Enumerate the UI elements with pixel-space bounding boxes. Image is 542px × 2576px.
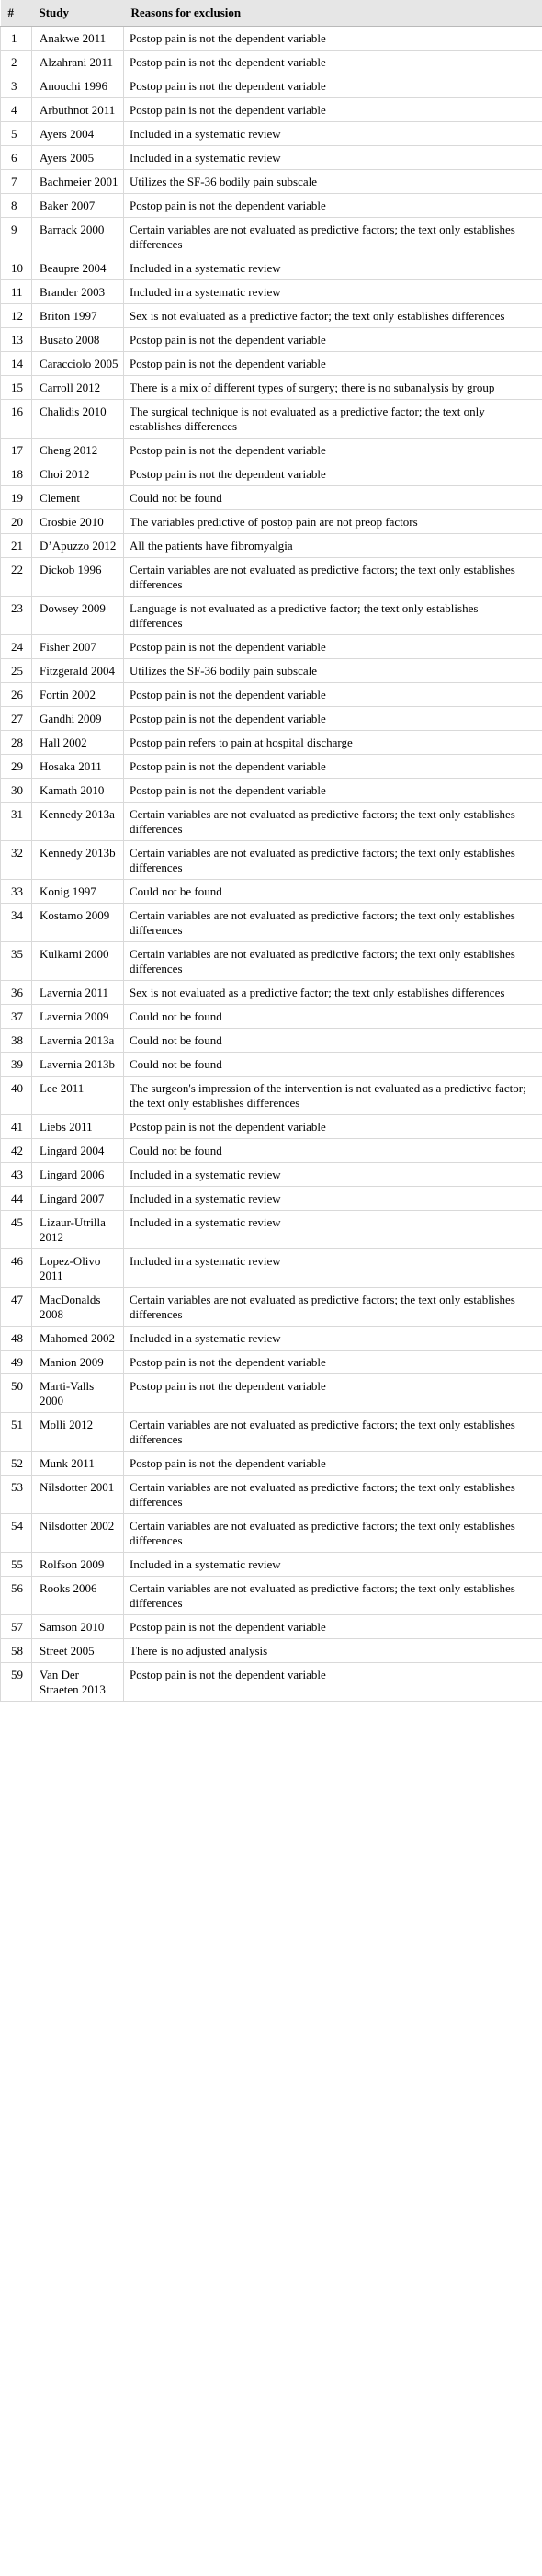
table-header — [1, 0, 542, 27]
row-number: 27 — [1, 707, 32, 731]
row-study: Fortin 2002 — [32, 683, 124, 707]
row-number: 26 — [1, 683, 32, 707]
row-number: 40 — [1, 1077, 32, 1115]
table-row — [1, 841, 542, 880]
header-number: # — [1, 0, 32, 27]
row-study: Kamath 2010 — [32, 779, 124, 803]
row-number: 45 — [1, 1211, 32, 1249]
row-number: 33 — [1, 880, 32, 904]
row-number: 24 — [1, 635, 32, 659]
row-reason: The surgical technique is not evaluated as a predictive factor; the text only establishes differences — [124, 400, 542, 439]
table-row — [1, 352, 542, 376]
table-row — [1, 1029, 542, 1053]
row-number: 11 — [1, 280, 32, 304]
row-reason: Certain variables are not evaluated as predictive factors; the text only establishes differences — [124, 218, 542, 256]
table-row — [1, 1663, 542, 1702]
row-study: Caracciolo 2005 — [32, 352, 124, 376]
row-study: Anouchi 1996 — [32, 74, 124, 98]
row-reason: Postop pain is not the dependent variable — [124, 707, 542, 731]
table-row — [1, 779, 542, 803]
row-reason: All the patients have fibromyalgia — [124, 534, 542, 558]
row-reason: Postop pain is not the dependent variable — [124, 74, 542, 98]
table-row — [1, 597, 542, 635]
row-study: Manion 2009 — [32, 1351, 124, 1374]
table-row — [1, 194, 542, 218]
table-row — [1, 1139, 542, 1163]
row-study: Lingard 2007 — [32, 1187, 124, 1211]
row-number: 4 — [1, 98, 32, 122]
row-reason: Postop pain is not the dependent variable — [124, 1615, 542, 1639]
row-reason: Certain variables are not evaluated as predictive factors; the text only establishes differences — [124, 1413, 542, 1452]
table-row — [1, 1327, 542, 1351]
table-row — [1, 1187, 542, 1211]
row-study: Ayers 2004 — [32, 122, 124, 146]
table-row — [1, 1211, 542, 1249]
row-number: 16 — [1, 400, 32, 439]
row-study: Arbuthnot 2011 — [32, 98, 124, 122]
header-row — [1, 0, 542, 27]
row-reason: Postop pain refers to pain at hospital discharge — [124, 731, 542, 755]
row-reason: Included in a systematic review — [124, 1327, 542, 1351]
row-study: Street 2005 — [32, 1639, 124, 1663]
table-row — [1, 1351, 542, 1374]
row-study: Beaupre 2004 — [32, 256, 124, 280]
row-number: 3 — [1, 74, 32, 98]
row-study: Chalidis 2010 — [32, 400, 124, 439]
row-reason: The surgeon's impression of the intervention is not evaluated as a predictive factor; the text only establishes differences — [124, 1077, 542, 1115]
table-row — [1, 170, 542, 194]
row-reason: Certain variables are not evaluated as predictive factors; the text only establishes differences — [124, 904, 542, 942]
row-reason: Postop pain is not the dependent variable — [124, 1452, 542, 1476]
row-reason: Included in a systematic review — [124, 1187, 542, 1211]
header-reason: Reasons for exclusion — [124, 0, 542, 27]
row-reason: Postop pain is not the dependent variable — [124, 462, 542, 486]
table-row — [1, 462, 542, 486]
row-reason: There is a mix of different types of surgery; there is no subanalysis by group — [124, 376, 542, 400]
row-number: 6 — [1, 146, 32, 170]
row-number: 51 — [1, 1413, 32, 1452]
row-reason: Certain variables are not evaluated as predictive factors; the text only establishes differences — [124, 803, 542, 841]
row-study: Lopez-Olivo 2011 — [32, 1249, 124, 1288]
table-row — [1, 1615, 542, 1639]
table-row — [1, 707, 542, 731]
row-reason: Sex is not evaluated as a predictive factor; the text only establishes differences — [124, 981, 542, 1005]
row-number: 47 — [1, 1288, 32, 1327]
row-study: Alzahrani 2011 — [32, 51, 124, 74]
table-row — [1, 981, 542, 1005]
row-number: 34 — [1, 904, 32, 942]
row-study: Bachmeier 2001 — [32, 170, 124, 194]
row-study: Kennedy 2013a — [32, 803, 124, 841]
row-reason: Could not be found — [124, 1005, 542, 1029]
row-reason: Postop pain is not the dependent variable — [124, 1115, 542, 1139]
row-study: Molli 2012 — [32, 1413, 124, 1452]
row-number: 29 — [1, 755, 32, 779]
row-study: MacDonalds 2008 — [32, 1288, 124, 1327]
row-reason: Included in a systematic review — [124, 1249, 542, 1288]
row-number: 37 — [1, 1005, 32, 1029]
table-row — [1, 146, 542, 170]
table-row — [1, 218, 542, 256]
row-number: 59 — [1, 1663, 32, 1702]
table-row — [1, 1413, 542, 1452]
row-study: Van Der Straeten 2013 — [32, 1663, 124, 1702]
table-row — [1, 122, 542, 146]
row-number: 28 — [1, 731, 32, 755]
row-reason: Utilizes the SF-36 bodily pain subscale — [124, 659, 542, 683]
row-study: Brander 2003 — [32, 280, 124, 304]
row-number: 58 — [1, 1639, 32, 1663]
row-number: 41 — [1, 1115, 32, 1139]
table-row — [1, 1514, 542, 1553]
row-reason: Postop pain is not the dependent variable — [124, 1351, 542, 1374]
row-study: Lavernia 2013b — [32, 1053, 124, 1077]
row-reason: Could not be found — [124, 1029, 542, 1053]
row-reason: Postop pain is not the dependent variable — [124, 328, 542, 352]
table-row — [1, 635, 542, 659]
table-row — [1, 27, 542, 51]
row-number: 20 — [1, 510, 32, 534]
row-number: 14 — [1, 352, 32, 376]
row-number: 54 — [1, 1514, 32, 1553]
row-number: 13 — [1, 328, 32, 352]
row-study: Cheng 2012 — [32, 439, 124, 462]
row-study: Kulkarni 2000 — [32, 942, 124, 981]
row-number: 25 — [1, 659, 32, 683]
table-row — [1, 1476, 542, 1514]
row-number: 12 — [1, 304, 32, 328]
row-reason: Postop pain is not the dependent variable — [124, 51, 542, 74]
row-number: 50 — [1, 1374, 32, 1413]
table-row — [1, 683, 542, 707]
row-number: 56 — [1, 1577, 32, 1615]
row-number: 18 — [1, 462, 32, 486]
row-number: 19 — [1, 486, 32, 510]
row-study: Nilsdotter 2002 — [32, 1514, 124, 1553]
table-row — [1, 376, 542, 400]
row-study: Marti-Valls 2000 — [32, 1374, 124, 1413]
row-number: 15 — [1, 376, 32, 400]
row-study: Hosaka 2011 — [32, 755, 124, 779]
row-number: 52 — [1, 1452, 32, 1476]
row-study: Dickob 1996 — [32, 558, 124, 597]
row-study: Barrack 2000 — [32, 218, 124, 256]
table-row — [1, 74, 542, 98]
row-number: 42 — [1, 1139, 32, 1163]
table-row — [1, 942, 542, 981]
row-reason: Postop pain is not the dependent variable — [124, 439, 542, 462]
row-reason: Postop pain is not the dependent variable — [124, 779, 542, 803]
row-reason: Could not be found — [124, 1053, 542, 1077]
table-row — [1, 1249, 542, 1288]
row-reason: Included in a systematic review — [124, 122, 542, 146]
table-row — [1, 98, 542, 122]
row-reason: Postop pain is not the dependent variable — [124, 352, 542, 376]
table-row — [1, 731, 542, 755]
row-number: 23 — [1, 597, 32, 635]
row-reason: Postop pain is not the dependent variable — [124, 755, 542, 779]
row-study: Samson 2010 — [32, 1615, 124, 1639]
table-row — [1, 1077, 542, 1115]
table-row — [1, 1374, 542, 1413]
table-row — [1, 1163, 542, 1187]
row-study: Anakwe 2011 — [32, 27, 124, 51]
row-number: 39 — [1, 1053, 32, 1077]
row-study: Gandhi 2009 — [32, 707, 124, 731]
row-reason: Postop pain is not the dependent variable — [124, 635, 542, 659]
row-study: Fisher 2007 — [32, 635, 124, 659]
row-number: 31 — [1, 803, 32, 841]
row-number: 21 — [1, 534, 32, 558]
row-number: 48 — [1, 1327, 32, 1351]
row-study: Rooks 2006 — [32, 1577, 124, 1615]
row-study: Briton 1997 — [32, 304, 124, 328]
row-study: Lingard 2006 — [32, 1163, 124, 1187]
table-row — [1, 904, 542, 942]
row-reason: Included in a systematic review — [124, 280, 542, 304]
table-row — [1, 486, 542, 510]
row-number: 49 — [1, 1351, 32, 1374]
table-row — [1, 803, 542, 841]
row-reason: Included in a systematic review — [124, 1163, 542, 1187]
row-number: 17 — [1, 439, 32, 462]
table-body — [1, 27, 542, 1702]
row-study: Lizaur-Utrilla 2012 — [32, 1211, 124, 1249]
header-study: Study — [32, 0, 124, 27]
row-reason: There is no adjusted analysis — [124, 1639, 542, 1663]
row-reason: Utilizes the SF-36 bodily pain subscale — [124, 170, 542, 194]
table-row — [1, 534, 542, 558]
row-number: 55 — [1, 1553, 32, 1577]
row-reason: Certain variables are not evaluated as predictive factors; the text only establishes differences — [124, 1577, 542, 1615]
table-row — [1, 256, 542, 280]
row-reason: Certain variables are not evaluated as predictive factors; the text only establishes differences — [124, 1288, 542, 1327]
row-number: 57 — [1, 1615, 32, 1639]
row-study: Choi 2012 — [32, 462, 124, 486]
row-number: 32 — [1, 841, 32, 880]
table-row — [1, 755, 542, 779]
row-number: 8 — [1, 194, 32, 218]
row-study: Nilsdotter 2001 — [32, 1476, 124, 1514]
row-number: 43 — [1, 1163, 32, 1187]
row-reason: Postop pain is not the dependent variable — [124, 1374, 542, 1413]
row-study: Lingard 2004 — [32, 1139, 124, 1163]
row-reason: Postop pain is not the dependent variable — [124, 27, 542, 51]
row-number: 36 — [1, 981, 32, 1005]
row-reason: Certain variables are not evaluated as predictive factors; the text only establishes differences — [124, 558, 542, 597]
row-number: 38 — [1, 1029, 32, 1053]
row-number: 1 — [1, 27, 32, 51]
row-study: Kennedy 2013b — [32, 841, 124, 880]
table-row — [1, 1115, 542, 1139]
table-row — [1, 510, 542, 534]
row-reason: Could not be found — [124, 486, 542, 510]
row-study: Crosbie 2010 — [32, 510, 124, 534]
row-reason: Language is not evaluated as a predictive factor; the text only establishes differences — [124, 597, 542, 635]
row-number: 46 — [1, 1249, 32, 1288]
row-reason: Included in a systematic review — [124, 256, 542, 280]
row-study: Rolfson 2009 — [32, 1553, 124, 1577]
table-row — [1, 439, 542, 462]
row-reason: Certain variables are not evaluated as predictive factors; the text only establishes differences — [124, 1514, 542, 1553]
row-number: 7 — [1, 170, 32, 194]
row-study: Busato 2008 — [32, 328, 124, 352]
table-row — [1, 1639, 542, 1663]
row-reason: Postop pain is not the dependent variable — [124, 98, 542, 122]
row-reason: Included in a systematic review — [124, 1553, 542, 1577]
row-study: Carroll 2012 — [32, 376, 124, 400]
row-study: Baker 2007 — [32, 194, 124, 218]
row-study: Hall 2002 — [32, 731, 124, 755]
row-number: 22 — [1, 558, 32, 597]
row-number: 5 — [1, 122, 32, 146]
row-study: Lavernia 2013a — [32, 1029, 124, 1053]
table-row — [1, 1053, 542, 1077]
table-row — [1, 280, 542, 304]
row-reason: Postop pain is not the dependent variable — [124, 683, 542, 707]
table-row — [1, 880, 542, 904]
row-study: Konig 1997 — [32, 880, 124, 904]
row-number: 35 — [1, 942, 32, 981]
row-study: Ayers 2005 — [32, 146, 124, 170]
row-study: Lavernia 2009 — [32, 1005, 124, 1029]
row-number: 2 — [1, 51, 32, 74]
row-number: 44 — [1, 1187, 32, 1211]
table-row — [1, 659, 542, 683]
row-reason: Certain variables are not evaluated as predictive factors; the text only establishes differences — [124, 942, 542, 981]
row-study: Lee 2011 — [32, 1077, 124, 1115]
row-study: Mahomed 2002 — [32, 1327, 124, 1351]
row-study: Clement — [32, 486, 124, 510]
row-study: Munk 2011 — [32, 1452, 124, 1476]
table-row — [1, 1288, 542, 1327]
row-number: 10 — [1, 256, 32, 280]
table-row — [1, 304, 542, 328]
table-row — [1, 51, 542, 74]
row-reason: Postop pain is not the dependent variable — [124, 1663, 542, 1702]
row-reason: Certain variables are not evaluated as predictive factors; the text only establishes differences — [124, 1476, 542, 1514]
row-study: Liebs 2011 — [32, 1115, 124, 1139]
table-row — [1, 558, 542, 597]
table-row — [1, 1452, 542, 1476]
table-row — [1, 328, 542, 352]
row-reason: Postop pain is not the dependent variable — [124, 194, 542, 218]
row-reason: Included in a systematic review — [124, 1211, 542, 1249]
row-study: D’Apuzzo 2012 — [32, 534, 124, 558]
table-row — [1, 400, 542, 439]
row-reason: Included in a systematic review — [124, 146, 542, 170]
table-row — [1, 1577, 542, 1615]
row-reason: Certain variables are not evaluated as predictive factors; the text only establishes differences — [124, 841, 542, 880]
row-number: 30 — [1, 779, 32, 803]
row-reason: Could not be found — [124, 880, 542, 904]
row-study: Fitzgerald 2004 — [32, 659, 124, 683]
row-study: Kostamo 2009 — [32, 904, 124, 942]
row-reason: The variables predictive of postop pain are not preop factors — [124, 510, 542, 534]
row-reason: Could not be found — [124, 1139, 542, 1163]
table-row — [1, 1553, 542, 1577]
row-number: 53 — [1, 1476, 32, 1514]
row-study: Lavernia 2011 — [32, 981, 124, 1005]
table-row — [1, 1005, 542, 1029]
row-number: 9 — [1, 218, 32, 256]
row-study: Dowsey 2009 — [32, 597, 124, 635]
row-reason: Sex is not evaluated as a predictive factor; the text only establishes differences — [124, 304, 542, 328]
